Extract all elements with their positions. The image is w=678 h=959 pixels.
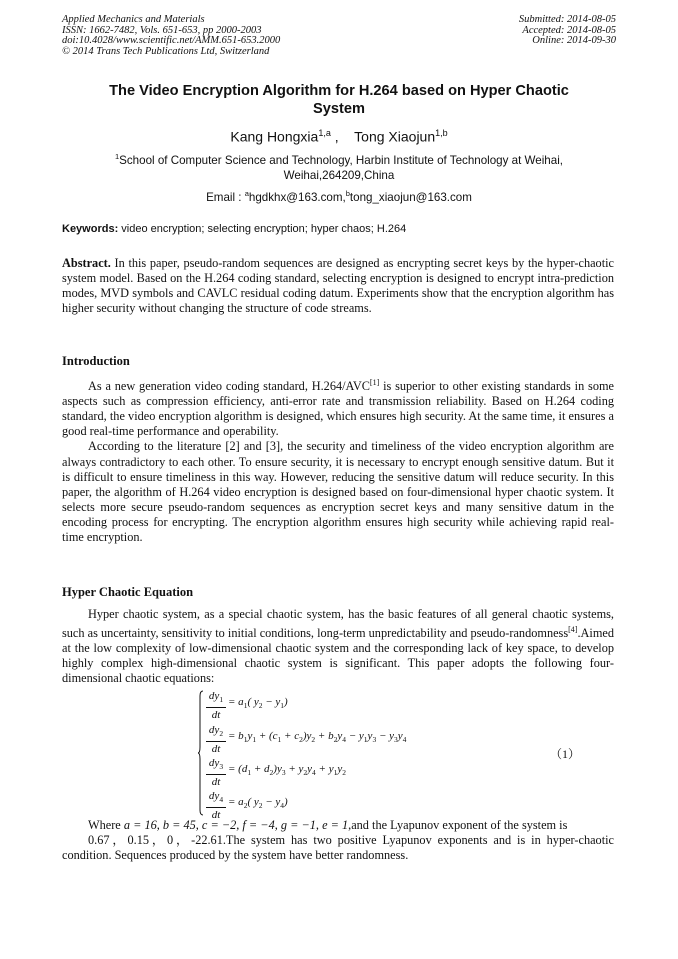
equation-rhs: = $(d_1 + d_2)y_3 + y_2y_4 + y_1y_2$ <box>228 763 346 778</box>
fraction-denominator: dt <box>211 709 221 722</box>
section-heading-introduction: Introduction <box>62 354 130 368</box>
email-marker-a: a <box>244 189 249 198</box>
author-1-name: Kang Hongxia <box>230 128 319 145</box>
author-list <box>62 124 616 146</box>
intro-paragraph-1 <box>62 375 614 439</box>
fraction-denominator: dt <box>211 743 221 756</box>
email-label: Email : <box>206 190 245 204</box>
journal-copyright: © 2014 Trans Tech Publications Ltd, Switzerland <box>62 45 270 57</box>
keywords <box>62 222 616 236</box>
abstract <box>62 256 614 316</box>
affiliation-line-2: Weihai,264209,China <box>283 169 395 183</box>
author-2-name: Tong Xiaojun <box>354 128 436 145</box>
online-date: Online: 2014-09-30 <box>532 35 616 47</box>
section-heading-hyper-chaotic: Hyper Chaotic Equation <box>62 585 194 599</box>
equation-system <box>198 688 498 822</box>
equation-rhs: = $a_2$( $y_2 - y_4$) <box>228 796 288 811</box>
journal-header-right <box>519 15 616 47</box>
where-lead: Where <box>88 818 124 832</box>
author-1-affil: 1,a <box>318 128 331 138</box>
hyper-p1-text-b: .Aimed at the low complexity of low-dimensional chaotic system and the corresponding lack of key space, to develop highly complex high-dimensional chaotic system is significant. This paper adopts the following four-dimensional chaotic equations: <box>62 626 614 686</box>
author-2-affil: 1,b <box>435 128 448 138</box>
where-line1-tail: ,and the Lyapunov exponent of the system is <box>348 818 568 832</box>
keywords-text: video encryption; selecting encryption; hyper chaos; H.264 <box>118 223 407 235</box>
journal-doi: doi:10.4028/www.scientific.net/AMM.651-653.2000 <box>62 35 281 47</box>
abstract-label: Abstract. <box>62 256 111 270</box>
submitted-date: Submitted: 2014-08-05 <box>518 14 616 25</box>
equation-rhs: = $a_1$( $y_2 - y_1$) <box>228 696 288 711</box>
intro-paragraph-2: According to the literature [2] and [3], the security and timeliness of the video encryption algorithm are always contradictory to each other. To ensure security, it is necessary to encrypt enough sensitive datum. But it is difficult to ensure timeliness in this way. However, reducing the sensitive datum will reduce security. In this paper, the algorithm of H.264 video encryption is designed based on four-dimensional hyper chaotic system. It selects more secure pseudo-random sequences as encryption secret keys and many sensitive datum in the encoding process for encrypting. The encryption algorithm ensures high security while achieving rapid real-time encryption. <box>62 439 614 545</box>
hyper-p1-text-a: Hyper chaotic system, as a special chaotic system, has the basic features of all general chaotic systems, such as uncertainty, sensitivity to initial conditions, long-term unpredictability and pseudo-randomness <box>62 607 614 641</box>
intro-p1-text-a: As a new generation video coding standard, H.264/AVC <box>88 379 370 394</box>
fraction-denominator: dt <box>211 776 221 789</box>
derivative-fraction <box>206 757 226 788</box>
section-hyper-chaotic <box>62 607 614 687</box>
derivative-fraction <box>206 690 226 721</box>
where-params: a = 16, b = 45, c = −2, f = −4, g = −1, e = 1 <box>123 818 349 832</box>
where-line2: 0.67，0.15，0，-22.61.The system has two positive Lyapunov exponents and is in hyper-chaotic condition. Sequences produced by the system have better randomness. <box>62 833 614 863</box>
derivative-fraction <box>206 724 226 755</box>
fraction-numerator: $dy_3$ <box>206 757 226 775</box>
equation-rhs: = $b_1y_1 + (c_1 + c_2)y_2 + b_2y_4 - y_1y_3 - y_3y_4$ <box>228 730 407 745</box>
title-line-1: The Video Encryption Algorithm for H.264 based on Hyper Chaotic <box>109 83 569 99</box>
fraction-numerator: $dy_2$ <box>206 724 226 742</box>
hyper-paragraph-1 <box>62 607 614 687</box>
accepted-date: Accepted: 2014-08-05 <box>522 24 616 36</box>
fraction-numerator: $dy_1$ <box>206 690 226 708</box>
paper-title <box>62 82 616 118</box>
journal-issn: ISSN: 1662-7482, Vols. 651-653, pp 2000-2003 <box>62 24 262 36</box>
affiliation-marker: 1 <box>114 152 120 161</box>
equation-brace <box>198 690 204 816</box>
fraction-numerator: $dy_4$ <box>206 790 226 808</box>
intro-p1-text-b: is superior to other existing standards in some aspects such as compression efficiency, anti-error rate and transmission reliability. Based on H.264 coding standard, the video encryption algorithm is designed, which ensures high security. At the same time, it ensures a good real-time performance and operability. <box>62 379 614 439</box>
email-address-b[interactable]: tong_xiaojun@163.com <box>349 190 472 204</box>
citation-4: [4] <box>568 625 578 635</box>
abstract-text: In this paper, pseudo-random sequences are designed as encrypting secret keys by the hyper-chaotic system model. Based on the H.264 coding standard, selecting encryption is designed to encrypt intra-prediction modes, MVD symbols and CAVLC residual coding datum. Experiments show that the encryption algorithm has higher security without changing the structure of code streams. <box>62 256 614 316</box>
email-line <box>62 186 616 205</box>
citation-1: [1] <box>369 378 380 387</box>
where-paragraph <box>62 818 614 863</box>
keywords-label: Keywords: <box>62 223 119 235</box>
fraction-denominator: dt <box>211 809 221 822</box>
affiliation-line-1: School of Computer Science and Technology, Harbin Institute of Technology at Weihai, <box>119 153 563 167</box>
journal-header-left <box>62 15 280 57</box>
derivative-fraction <box>206 790 226 821</box>
author-separator: , <box>330 128 339 145</box>
email-address-a[interactable]: hgdkhx@163.com, <box>248 190 346 204</box>
affiliation <box>62 149 616 184</box>
email-marker-b: b <box>345 189 350 198</box>
equation-number: （1） <box>550 747 581 761</box>
section-introduction <box>62 375 614 545</box>
journal-name: Applied Mechanics and Materials <box>62 14 205 25</box>
title-line-2: System <box>313 101 365 117</box>
